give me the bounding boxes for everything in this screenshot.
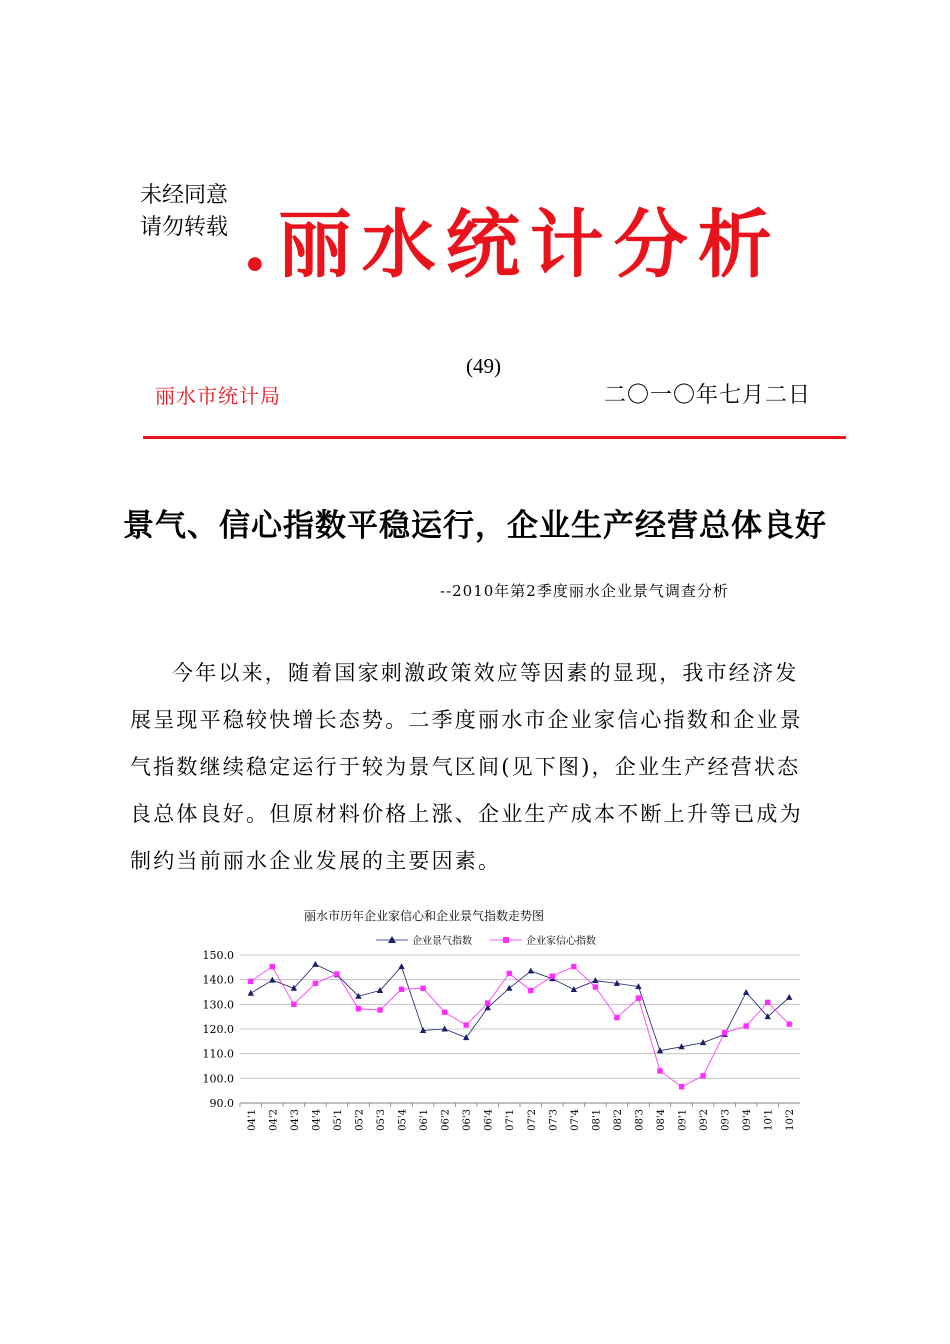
y-tick-label: 130.0 (202, 998, 234, 1012)
prosperity-point (398, 963, 404, 969)
article-paragraph: 今年以来，随着国家刺激政策效应等因素的显现，我市经济发展呈现平稳较快增长态势。二季度丽水市企业家信心指数和企业景气指数继续稳定运行于较为景气区间(见下图)，企业生产经营状态良总体良好。但原材料价格上涨、企业生产成本不断上升等已成为制约当前丽水企业发展的主要因素。 (130, 661, 803, 873)
x-tick-label: 10'2 (785, 1109, 797, 1131)
legend-confidence-label: 企业家信心指数 (526, 936, 596, 947)
confidence-point (248, 979, 253, 984)
confidence-point (442, 1010, 447, 1015)
article-headline: 景气、信心指数平稳运行，企业生产经营总体良好 (123, 508, 827, 544)
confidence-point (679, 1084, 684, 1089)
reprint-notice (140, 180, 228, 244)
x-tick-label: 06'2 (440, 1109, 452, 1131)
prosperity-point (441, 1026, 447, 1032)
confidence-point (485, 1000, 490, 1005)
y-tick-label: 140.0 (202, 973, 234, 987)
article-body (130, 650, 820, 885)
confidence-point (356, 1006, 361, 1011)
x-tick-label: 06'4 (483, 1109, 495, 1131)
x-tick-label: 10'1 (763, 1109, 775, 1131)
masthead-title: .丽水统计分析 (242, 202, 782, 288)
x-tick-label: 06'3 (462, 1109, 474, 1131)
confidence-point (550, 974, 555, 979)
confidence-point (313, 981, 318, 986)
x-tick-label: 08'1 (591, 1109, 603, 1131)
confidence-point (399, 987, 404, 992)
x-tick-label: 04'2 (268, 1109, 280, 1131)
prosperity-point (248, 990, 254, 996)
confidence-point (787, 1021, 792, 1026)
confidence-point (657, 1068, 662, 1073)
x-tick-label: 05'4 (397, 1109, 409, 1131)
notice-line-2: 请勿转载 (140, 215, 229, 240)
prosperity-point (592, 977, 598, 983)
index-trend-chart (180, 900, 820, 1170)
x-tick-label: 05'3 (376, 1109, 387, 1131)
x-tick-label: 04'3 (289, 1109, 301, 1131)
x-tick-label: 06'1 (419, 1109, 431, 1131)
header-divider (143, 436, 846, 439)
confidence-point (507, 971, 512, 976)
publisher-name: 丽水市统计局 (155, 384, 281, 408)
article-subtitle: --2010年第2季度丽水企业景气调查分析 (440, 582, 729, 600)
x-tick-label: 07'1 (505, 1109, 517, 1131)
prosperity-index-line (251, 964, 789, 1050)
confidence-point (593, 984, 598, 989)
x-tick-label: 09'2 (699, 1109, 711, 1131)
x-tick-label: 08'2 (612, 1109, 624, 1131)
confidence-point (420, 986, 425, 991)
confidence-point (765, 1000, 770, 1005)
x-tick-label: 07'3 (548, 1109, 560, 1131)
y-tick-label: 120.0 (202, 1023, 234, 1036)
x-tick-label: 04'4 (311, 1109, 323, 1131)
prosperity-point (528, 968, 534, 974)
prosperity-point (743, 989, 749, 995)
x-tick-label: 07'2 (526, 1109, 538, 1131)
confidence-point (270, 964, 275, 969)
confidence-point (700, 1073, 705, 1078)
confidence-point (334, 971, 339, 976)
prosperity-point (506, 985, 512, 991)
prosperity-point (312, 961, 318, 967)
y-tick-label: 100.0 (202, 1072, 234, 1086)
x-tick-label: 05'1 (332, 1109, 344, 1131)
x-tick-label: 09'4 (742, 1109, 754, 1131)
x-tick-label: 09'1 (677, 1109, 689, 1131)
x-tick-label: 08'3 (634, 1109, 646, 1131)
confidence-point (722, 1030, 727, 1035)
x-tick-label: 09'3 (720, 1109, 732, 1131)
y-tick-label: 90.0 (209, 1097, 234, 1110)
confidence-index-line (251, 967, 789, 1087)
legend-prosperity-label: 企业景气指数 (412, 936, 472, 947)
x-tick-label: 08'4 (656, 1109, 667, 1131)
confidence-point (377, 1007, 382, 1012)
x-tick-label: 07'4 (569, 1109, 581, 1131)
issue-number: (49) (466, 354, 501, 378)
confidence-point (291, 1002, 296, 1007)
confidence-point (743, 1023, 748, 1028)
prosperity-point (571, 986, 577, 992)
prosperity-point (786, 994, 792, 1000)
x-tick-label: 04'1 (246, 1109, 258, 1131)
confidence-point (614, 1015, 619, 1020)
notice-line-1: 未经同意 (140, 183, 229, 208)
y-tick-label: 150.0 (202, 949, 234, 962)
y-tick-label: 110.0 (202, 1047, 234, 1061)
chart-title: 丽水市历年企业家信心和企业景气指数走势图 (303, 909, 545, 923)
chart-legend (376, 934, 596, 947)
confidence-point (636, 995, 641, 1000)
confidence-point (463, 1022, 468, 1027)
publish-date: 二〇一〇年七月二日 (604, 383, 812, 408)
confidence-point (571, 964, 576, 969)
confidence-point (528, 988, 533, 993)
x-tick-label: 05'2 (354, 1109, 366, 1131)
